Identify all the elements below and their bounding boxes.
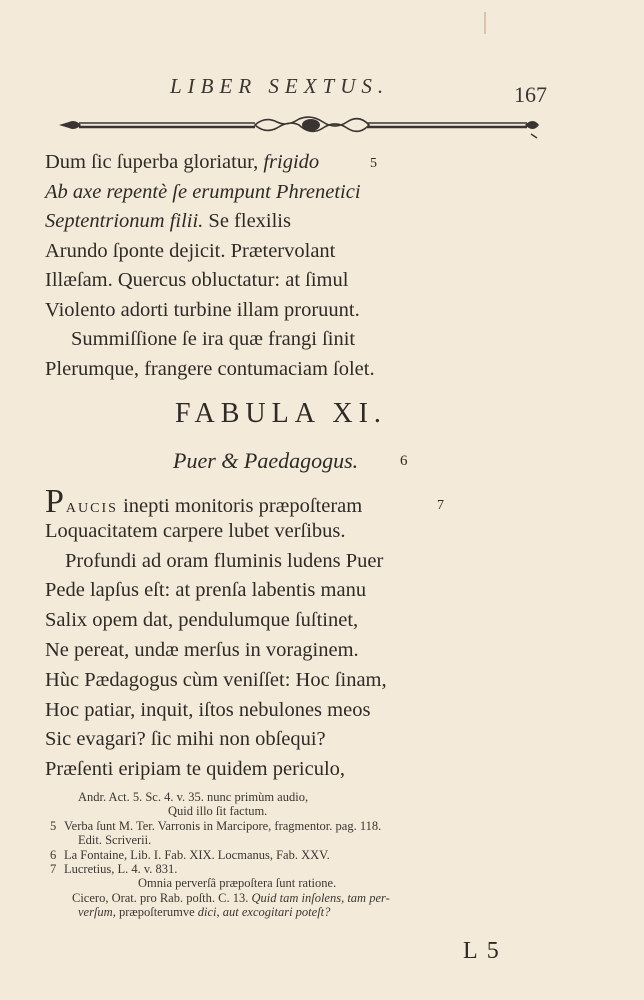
verse-line — [45, 606, 565, 636]
verse-line — [45, 725, 565, 755]
verse-text: Plerumque, frangere contumaciam ſolet. — [45, 357, 375, 380]
footnote-number: 5 — [50, 818, 57, 833]
footnote-number: 7 — [50, 861, 57, 876]
fable-title: FABULA XI. — [175, 398, 387, 429]
verse-line — [45, 547, 565, 577]
footnote-line — [48, 876, 548, 890]
verse-italic: Ab axe repentè ſe erumpunt Phrenetici — [45, 180, 361, 203]
verse-line — [45, 178, 565, 208]
footnote-line — [48, 891, 548, 905]
page-mark — [484, 12, 486, 34]
footnote-text: La Fontaine, Lib. I. Fab. XIX. Locmanus, Fab. XXV. — [64, 847, 330, 862]
verse-text: Hùc Pædagogus cùm veniſſet: Hoc ſinam, — [45, 668, 387, 691]
footnote-italic: verſum, — [78, 905, 116, 920]
verse-text: Profundi ad oram fluminis ludens Puer — [65, 549, 384, 572]
verse-italic: frigido — [263, 151, 320, 173]
footnote-italic: Quid tam inſolens, tam per- — [251, 890, 390, 905]
line-number: 5 — [370, 156, 377, 171]
verse-text: Dum ſic ſuperba gloriatur, — [45, 151, 264, 173]
running-head: LIBER SEXTUS. — [170, 74, 390, 98]
footnote-text: Edit. Scriverii. — [78, 833, 152, 848]
fable-subtitle-note: 6 — [400, 453, 408, 469]
fable-subtitle: Puer & Paedagogus. — [173, 448, 359, 473]
verse-text: Arundo ſponte dejicit. Prætervolant — [45, 239, 336, 262]
verse-line — [45, 696, 565, 726]
verse-line — [45, 266, 565, 296]
verse-text: Salix opem dat, pendulumque ſuſtinet, — [45, 609, 359, 632]
verse-text: Præſenti eripiam te quidem periculo, — [45, 758, 346, 781]
verse-text: inepti monitoris præpoſteram — [117, 495, 363, 517]
poem-continuation — [45, 148, 565, 384]
fable-poem — [45, 483, 565, 785]
verse-italic: Septentrionum filii. — [45, 210, 204, 232]
footnote-line — [48, 905, 548, 919]
footnotes — [48, 790, 548, 920]
small-caps-word: aucis — [65, 495, 118, 517]
verse-text: Loquacitatem carpere lubet verſibus. — [45, 519, 346, 542]
page-number: 167 — [514, 82, 547, 107]
line-number: 7 — [437, 498, 444, 513]
verse-text: Se flexilis — [203, 210, 291, 232]
footnote-text: Cicero, Orat. pro Rab. poſth. C. 13. — [72, 890, 252, 905]
verse-text: Pede lapſus eſt: at prenſa labentis manu — [45, 579, 367, 602]
verse-line — [45, 148, 565, 178]
footnote-line — [48, 833, 548, 847]
footnote-italic: dici, aut excogitari poteſt? — [197, 905, 331, 920]
footnote-line — [48, 804, 548, 818]
verse-text: Summiſſione ſe ira quæ frangi ſinit — [71, 328, 356, 350]
verse-line — [45, 576, 565, 606]
footnote-text: Andr. Act. 5. Sc. 4. v. 35. nunc primùm audio, — [78, 790, 309, 804]
footnote-line — [48, 819, 548, 833]
verse-text: Ne pereat, undæ merſus in voraginem. — [45, 638, 359, 661]
footnote-text: Verba ſunt M. Ter. Varronis in Marcipore, fragmentor. pag. 118. — [64, 818, 382, 833]
footnote-text: Lucretius, L. 4. v. 831. — [64, 861, 178, 876]
footnote-number: 6 — [50, 847, 57, 862]
footnote-line — [48, 862, 548, 876]
drop-cap: P — [45, 483, 64, 520]
verse-text: Hoc patiar, inquit, iſtos nebulones meos — [45, 698, 371, 721]
verse-line — [45, 325, 565, 355]
verse-text: Illæſam. Quercus obluctatur: at ſimul — [45, 269, 349, 291]
ornamental-rule-icon — [55, 112, 545, 142]
footnote-text: præpoſterumve — [115, 905, 198, 920]
verse-line — [45, 755, 565, 785]
verse-line — [45, 636, 565, 666]
verse-line — [45, 237, 565, 267]
verse-text: Violento adorti turbine illam proruunt. — [45, 298, 360, 321]
verse-line — [45, 483, 565, 520]
verse-line — [45, 666, 565, 696]
footnote-text: Omnia perverſâ præpoſtera ſunt ratione. — [138, 876, 337, 891]
verse-line — [45, 517, 565, 547]
signature-mark: L 5 — [463, 938, 501, 964]
verse-text: Sic evagari? ſic mihi non obſequi? — [45, 728, 326, 751]
verse-line — [45, 296, 565, 326]
footnote-text: Quid illo ſit factum. — [168, 804, 268, 819]
verse-line — [45, 355, 565, 385]
footnote-line — [48, 848, 548, 862]
verse-line — [45, 207, 565, 237]
footnote-line — [48, 790, 548, 804]
